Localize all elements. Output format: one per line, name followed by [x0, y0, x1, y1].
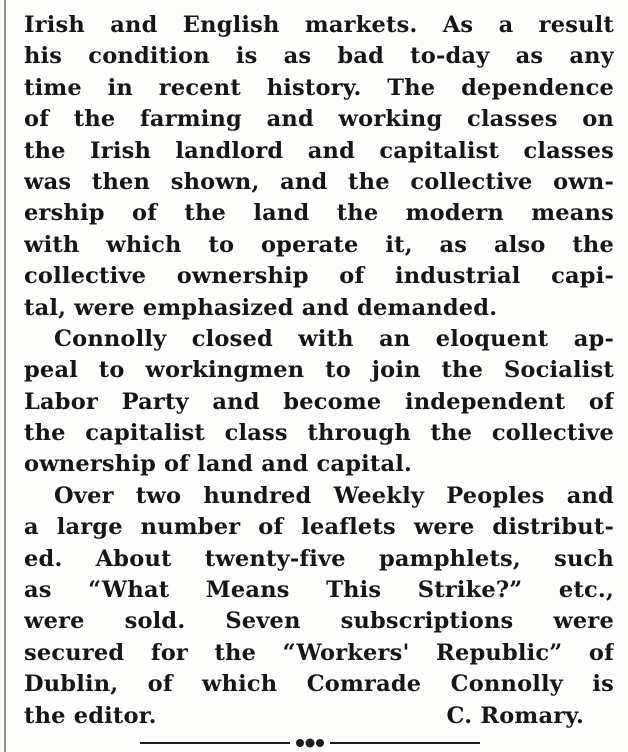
text-line: of the farming and working classes on: [24, 106, 614, 133]
ornament-rule-icon: [140, 738, 480, 748]
text-line: with which to operate it, as also the: [24, 231, 614, 258]
text-line: Over two hundred Weekly Peoples and: [54, 482, 614, 509]
text-line: Dublin, of which Comrade Connolly is: [24, 671, 614, 698]
paragraph-2: [24, 324, 614, 481]
article-body: [24, 10, 614, 732]
text-line: time in recent history. The dependence: [24, 74, 614, 101]
text-line: ership of the land the modern means: [24, 200, 614, 227]
text-line: tal, were emphasized and demanded.: [24, 294, 498, 321]
paragraph-3: [24, 481, 614, 732]
text-line: his condition is as bad to-day as any: [24, 43, 614, 70]
text-line: ownership of land and capital.: [24, 451, 413, 478]
section-divider: [140, 738, 480, 748]
column-rule: [4, 0, 6, 752]
text-line: peal to workingmen to join the Socialist: [24, 357, 614, 384]
text-line: Irish and English markets. As a result: [24, 12, 614, 38]
text-line: the editor.: [24, 702, 157, 729]
text-line: as “What Means This Strike?” etc.,: [24, 577, 614, 604]
text-line: the Irish landlord and capitalist classes: [24, 137, 614, 164]
text-line: ed. About twenty-five pamphlets, such: [24, 545, 614, 572]
text-line: collective ownership of industrial capi-: [24, 263, 614, 290]
text-line: Connolly closed with an eloquent ap-: [54, 325, 614, 352]
text-line: were sold. Seven subscriptions were: [24, 608, 614, 635]
text-line: the capitalist class through the collective: [24, 420, 614, 447]
paragraph-1: [24, 10, 614, 324]
text-line: a large number of leaflets were distribut-: [24, 514, 614, 541]
author-signature: C. Romary.: [446, 702, 584, 729]
text-line: secured for the “Workers' Republic” of: [24, 639, 614, 666]
text-line: Labor Party and become independent of: [24, 388, 614, 415]
text-line: was then shown, and the collective own-: [24, 168, 614, 195]
closing-line: [24, 701, 614, 732]
